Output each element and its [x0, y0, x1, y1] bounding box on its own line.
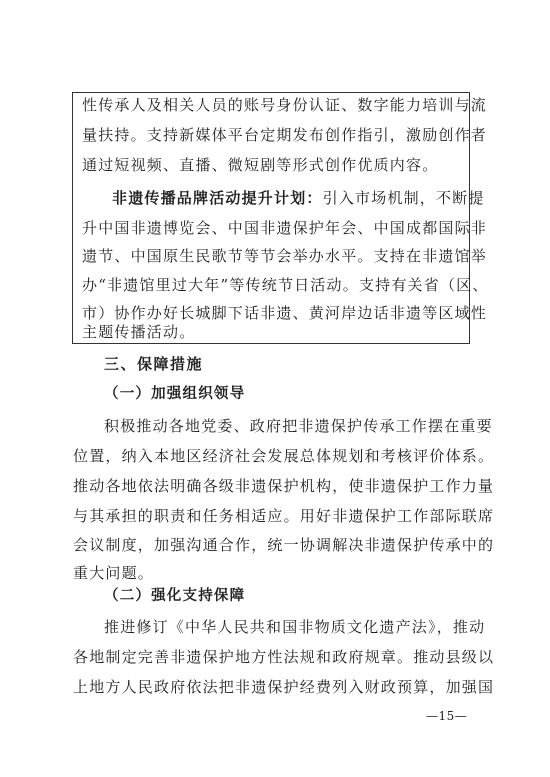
subsection-1-line-4: 与其承担的职责和任务相适应。用好非遗保护工作部际联席: [73, 507, 495, 525]
section-heading: 三、保障措施: [104, 355, 204, 373]
box-section-line-2: 升中国非遗博览会、中国非遗保护年会、中国成都国际非: [82, 219, 488, 237]
subsection-1-title: （一）加强组织领导: [104, 386, 246, 402]
box-section-line-6: 主题传播活动。: [82, 323, 196, 341]
box-line-2: 量扶持。支持新媒体平台定期发布创作指引，激励创作者: [82, 126, 488, 144]
subsection-2-title: （二）强化支持保障: [104, 588, 246, 604]
box-section-title: 非遗传播品牌活动提升计划：: [112, 189, 323, 207]
subsection-1-line-1: 积极推动各地党委、政府把非遗保护传承工作摆在重要: [104, 417, 493, 435]
subsection-1-line-3: 推动各地依法明确各级非遗保护机构，使非遗保护工作力量: [73, 477, 495, 495]
box-section-line-4: 办“非遗馆里过大年”等传统节日活动。支持有关省（区、: [82, 276, 489, 294]
box-section-first-line-text: 引入市场机制，不断提: [322, 189, 485, 207]
box-line-3: 通过短视频、直播、微短剧等形式创作优质内容。: [82, 156, 439, 174]
subsection-1-line-5: 会议制度，加强沟通合作，统一协调解决非遗保护传承中的: [73, 536, 495, 554]
subsection-2-line-1: 推进修订《中华人民共和国非物质文化遗产法》，推动: [104, 618, 486, 636]
subsection-2-line-2: 各地制定完善非遗保护地方性法规和政府规章。推动县级以: [73, 648, 495, 666]
box-section-line-5: 市）协作办好长城脚下话非遗、黄河岸边话非遗等区域性: [82, 304, 488, 322]
page-number: —15—: [426, 709, 468, 723]
subsection-1-line-6: 重大问题。: [73, 564, 155, 582]
box-section-first-line: [112, 188, 485, 208]
subsection-1-line-2: 位置，纳入本地区经济社会发展总体规划和考核评价体系。: [73, 447, 495, 465]
box-line-1: 性传承人及相关人员的账号身份认证、数字能力培训与流: [82, 96, 488, 114]
subsection-2-line-3: 上地方人民政府依法把非遗保护经费列入财政预算，加强国: [73, 678, 495, 696]
box-section-line-3: 遗节、中国原生民歌节等节会举办水平。支持在非遗馆举: [82, 247, 488, 265]
